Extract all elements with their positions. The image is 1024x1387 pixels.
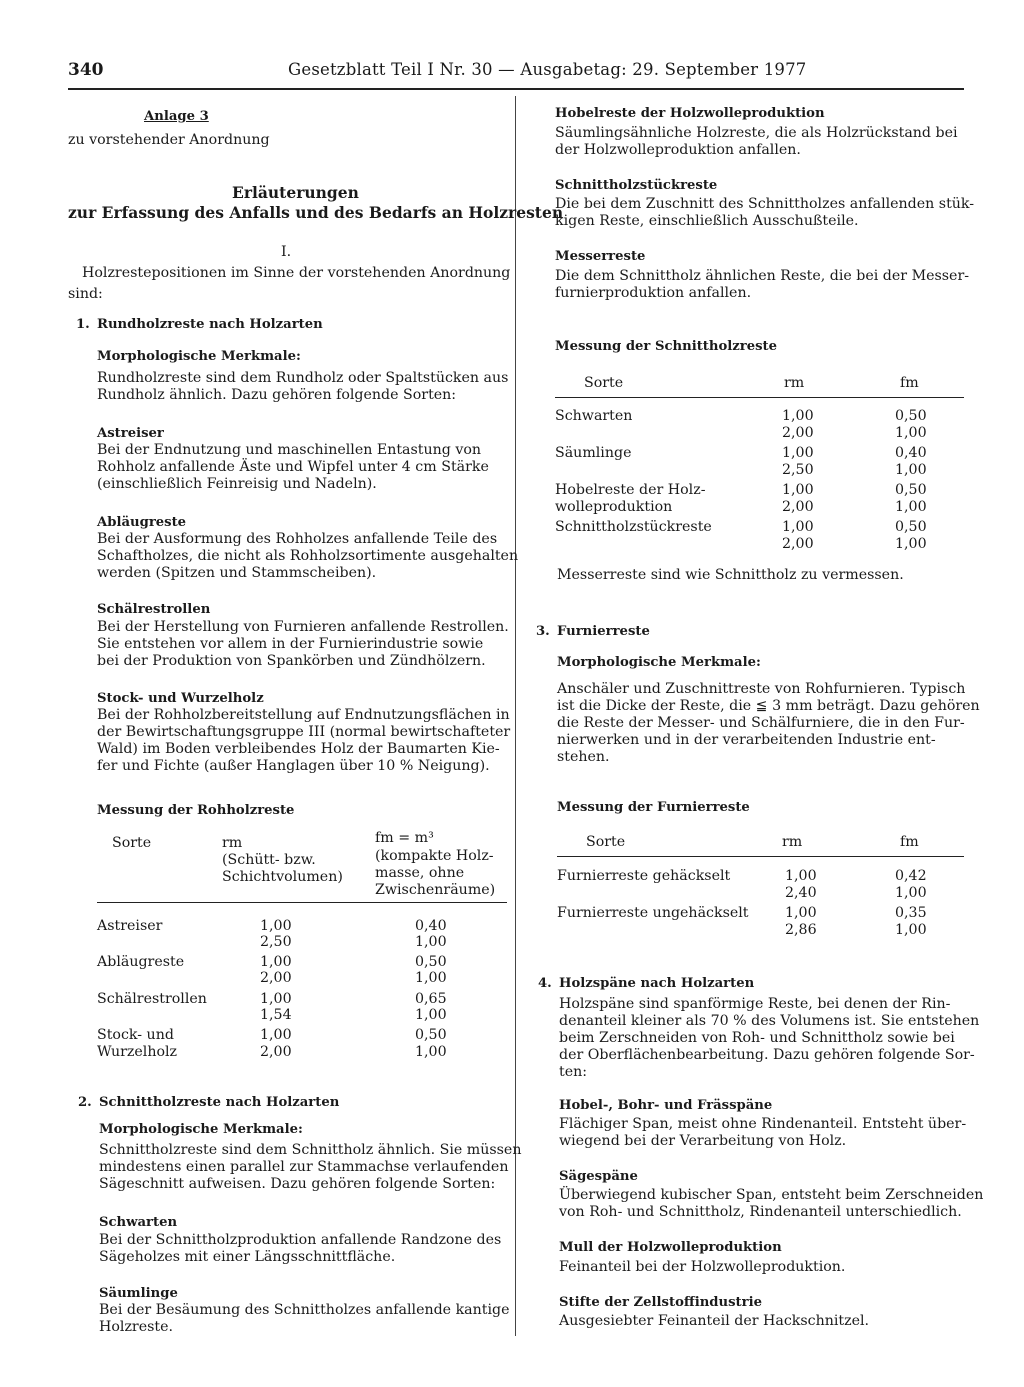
- section-2-morph-line: Sägeschnitt aufweisen. Dazu gehören folgende Sorten:: [99, 1176, 496, 1192]
- schwarten-line: Bei der Schnittholzproduktion anfallende Randzone des: [99, 1232, 502, 1248]
- table-cell: 2,00: [782, 499, 814, 515]
- table-cell: 1,00: [260, 1027, 292, 1043]
- table-row-label: Schnittholzstückreste: [555, 519, 712, 535]
- messerreste-line: furnierproduktion anfallen.: [555, 285, 752, 301]
- table-cell: 0,50: [895, 482, 927, 498]
- table-cell: 1,00: [260, 954, 292, 970]
- table-cell: 0,50: [895, 519, 927, 535]
- section-4-line: der Oberflächenbearbeitung. Dazu gehören folgende Sor-: [559, 1047, 975, 1063]
- section-2-heading: Schnittholzreste nach Holzarten: [99, 1095, 340, 1110]
- table-rohholz-col-rm: (Schütt- bzw.: [222, 852, 316, 868]
- saeumlinge-heading: Säumlinge: [99, 1286, 178, 1301]
- table-cell: 1,00: [782, 519, 814, 535]
- section-3-morph-line: nierwerken und in der verarbeitenden Industrie ent-: [557, 732, 936, 748]
- section-1-morph-line: Rundholzreste sind dem Rundholz oder Spaltstücken aus: [97, 370, 509, 386]
- table-cell: 1,00: [895, 425, 927, 441]
- table-rohholz-col-rm: Schichtvolumen): [222, 869, 343, 885]
- intro-line: Holzrestepositionen im Sinne der vorstehenden Anordnung: [82, 265, 511, 281]
- table-row-label: Wurzelholz: [97, 1044, 178, 1060]
- intro-line: sind:: [68, 286, 103, 302]
- table-row-label: Abläugreste: [97, 954, 185, 970]
- hobelreste-line: Säumlingsähnliche Holzreste, die als Holzrückstand bei: [555, 125, 958, 141]
- section-2-morph-line: mindestens einen parallel zur Stammachse verlaufenden: [99, 1159, 509, 1175]
- table-row-label: Stock- und: [97, 1027, 174, 1043]
- table-rohholz-col-sorte: Sorte: [112, 835, 152, 851]
- table-cell: 0,65: [415, 991, 447, 1007]
- table-cell: 1,00: [895, 922, 927, 938]
- table-cell: 2,00: [782, 536, 814, 552]
- table-furnier-col-fm: fm: [900, 834, 919, 850]
- table-rohholz-col-rm: rm: [222, 835, 243, 851]
- table-cell: 1,00: [415, 1007, 447, 1023]
- table-cell: 2,50: [260, 934, 292, 950]
- table-cell: 1,00: [782, 445, 814, 461]
- ablaengreste-line: Bei der Ausformung des Rohholzes anfallende Teile des: [97, 531, 498, 547]
- saeumlinge-line: Bei der Besäumung des Schnittholzes anfallende kantige: [99, 1302, 510, 1318]
- table-schnittholz-col-rm: rm: [784, 375, 805, 391]
- section-4-number: 4.: [538, 976, 552, 991]
- table-cell: 1,00: [895, 885, 927, 901]
- table-row-label: Schälrestrollen: [97, 991, 207, 1007]
- saegespaene-heading: Sägespäne: [559, 1169, 638, 1184]
- ablaengreste-line: werden (Spitzen und Stammscheiben).: [97, 565, 377, 581]
- doc-title-line-2: zur Erfassung des Anfalls und des Bedarfs an Holzresten: [68, 203, 564, 222]
- schnittholzstueckreste-heading: Schnittholzstückreste: [555, 178, 718, 193]
- table-row-label: wolleproduktion: [555, 499, 673, 515]
- anlage-label: Anlage 3: [144, 109, 209, 124]
- astreiser-line: Rohholz anfallende Äste und Wipfel unter 4 cm Stärke: [97, 459, 489, 475]
- table-cell: 0,50: [415, 1027, 447, 1043]
- astreiser-heading: Astreiser: [97, 426, 164, 441]
- stifte-line: Ausgesiebter Feinanteil der Hackschnitzel.: [559, 1313, 870, 1329]
- section-4-line: Holzspäne sind spanförmige Reste, bei denen der Rin-: [559, 996, 951, 1012]
- section-3-morph-line: die Reste der Messer- und Schälfurniere, die in den Fur-: [557, 715, 965, 731]
- schaelrestrollen-line: Bei der Herstellung von Furnieren anfallende Restrollen.: [97, 619, 509, 635]
- section-3-morph-heading: Morphologische Merkmale:: [557, 655, 761, 670]
- table-furnier-rule: [557, 856, 964, 857]
- table-cell: 1,00: [782, 482, 814, 498]
- table-cell: 1,00: [260, 918, 292, 934]
- section-3-morph-line: stehen.: [557, 749, 610, 765]
- section-3-number: 3.: [536, 624, 550, 639]
- section-3-morph-line: ist die Dicke der Reste, die ≦ 3 mm beträgt. Dazu gehören: [557, 698, 980, 714]
- stock-wurzelholz-line: der Bewirtschaftungsgruppe III (normal bewirtschafteter: [97, 724, 511, 740]
- ablaengreste-heading: Abläugreste: [97, 515, 187, 530]
- schnittholzstueckreste-line: Die bei dem Zuschnitt des Schnittholzes anfallenden stük-: [555, 196, 975, 212]
- saegespaene-line: Überwiegend kubischer Span, entsteht beim Zerschneiden: [559, 1187, 984, 1203]
- stock-wurzelholz-line: Wald) im Boden verbleibendes Holz der Baumarten Kie-: [97, 741, 500, 757]
- schnittholzstueckreste-line: kigen Reste, einschließlich Ausschußteile.: [555, 213, 859, 229]
- doc-title-line-1: Erläuterungen: [232, 183, 359, 202]
- table-rohholz-rule: [97, 902, 507, 903]
- stock-wurzelholz-heading: Stock- und Wurzelholz: [97, 691, 264, 706]
- saeumlinge-line: Holzreste.: [99, 1319, 173, 1335]
- table-cell: 1,00: [415, 934, 447, 950]
- hobelreste-line: der Holzwolleproduktion anfallen.: [555, 142, 801, 158]
- table-cell: 1,54: [260, 1007, 292, 1023]
- table-furnier-col-rm: rm: [782, 834, 803, 850]
- table-schnittholz-rule: [555, 397, 964, 398]
- section-3-morph-line: Anschäler und Zuschnittreste von Rohfurnieren. Typisch: [557, 681, 966, 697]
- table-rohholz-col-fm: masse, ohne: [375, 865, 465, 881]
- table-cell: 0,50: [895, 408, 927, 424]
- hobelreste-heading: Hobelreste der Holzwolleproduktion: [555, 106, 825, 121]
- stock-wurzelholz-line: fer und Fichte (außer Hanglagen über 10 % Neigung).: [97, 758, 490, 774]
- section-4-line: denanteil kleiner als 70 % des Volumens ist. Sie entstehen: [559, 1013, 980, 1029]
- table-cell: 1,00: [260, 991, 292, 1007]
- schwarten-line: Sägeholzes mit einer Längsschnittfläche.: [99, 1249, 396, 1265]
- mull-heading: Mull der Holzwolleproduktion: [559, 1240, 782, 1255]
- hobel-bohr-fraesspaene-heading: Hobel-, Bohr- und Frässpäne: [559, 1098, 773, 1113]
- saegespaene-line: von Roh- und Schnittholz, Rindenanteil unterschiedlich.: [559, 1204, 962, 1220]
- mull-line: Feinanteil bei der Holzwolleproduktion.: [559, 1259, 846, 1275]
- table-furnier-col-sorte: Sorte: [586, 834, 626, 850]
- table-row-label: Säumlinge: [555, 445, 632, 461]
- section-2-morph-line: Schnittholzreste sind dem Schnittholz ähnlich. Sie müssen: [99, 1142, 522, 1158]
- section-1-morph-heading: Morphologische Merkmale:: [97, 349, 301, 364]
- table-cell: 1,00: [895, 536, 927, 552]
- table-cell: 2,86: [785, 922, 817, 938]
- section-3-heading: Furnierreste: [557, 624, 650, 639]
- section-1-number: 1.: [76, 317, 90, 332]
- hobel-bohr-fraesspaene-line: Flächiger Span, meist ohne Rindenanteil. Entsteht über-: [559, 1116, 967, 1132]
- table-rohholz-caption: Messung der Rohholzreste: [97, 803, 295, 818]
- stock-wurzelholz-line: Bei der Rohholzbereitstellung auf Endnutzungsflächen in: [97, 707, 510, 723]
- table-cell: 1,00: [895, 499, 927, 515]
- section-4-line: beim Zerschneiden von Roh- und Schnittholz sowie bei: [559, 1030, 955, 1046]
- table-cell: 2,00: [782, 425, 814, 441]
- astreiser-line: Bei der Endnutzung und maschinellen Entastung von: [97, 442, 482, 458]
- ablaengreste-line: Schaftholzes, die nicht als Rohholzsortimente ausgehalten: [97, 548, 519, 564]
- schaelrestrollen-line: Sie entstehen vor allem in der Furnierindustrie sowie: [97, 636, 484, 652]
- table-cell: 0,35: [895, 905, 927, 921]
- table-cell: 1,00: [415, 1044, 447, 1060]
- messerreste-line: Die dem Schnittholz ähnlichen Reste, die bei der Messer-: [555, 268, 970, 284]
- table-schnittholz-caption: Messung der Schnittholzreste: [555, 339, 778, 354]
- table-cell: 1,00: [895, 462, 927, 478]
- page-header-title: Gesetzblatt Teil I Nr. 30 — Ausgabetag: 29. September 1977: [288, 60, 807, 79]
- table-furnier-caption: Messung der Furnierreste: [557, 800, 750, 815]
- section-2-number: 2.: [78, 1095, 92, 1110]
- table-cell: 0,40: [895, 445, 927, 461]
- section-1-morph-line: Rundholz ähnlich. Dazu gehören folgende Sorten:: [97, 387, 457, 403]
- table-row-label: Hobelreste der Holz-: [555, 482, 706, 498]
- anlage-subtitle: zu vorstehender Anordnung: [68, 132, 270, 148]
- table-cell: 1,00: [785, 905, 817, 921]
- astreiser-line: (einschließlich Feinreisig und Nadeln).: [97, 476, 377, 492]
- table-schnittholz-col-sorte: Sorte: [584, 375, 624, 391]
- table-cell: 1,00: [415, 970, 447, 986]
- table-row-label: Furnierreste gehäckselt: [557, 868, 731, 884]
- table-schnittholz-note: Messerreste sind wie Schnittholz zu vermessen.: [557, 567, 904, 583]
- section-roman: I.: [281, 244, 292, 260]
- table-cell: 0,40: [415, 918, 447, 934]
- table-row-label: Astreiser: [97, 918, 163, 934]
- table-cell: 2,00: [260, 970, 292, 986]
- table-schnittholz-col-fm: fm: [900, 375, 919, 391]
- table-cell: 0,50: [415, 954, 447, 970]
- section-1-heading: Rundholzreste nach Holzarten: [97, 317, 323, 332]
- table-cell: 1,00: [782, 408, 814, 424]
- table-rohholz-col-fm: (kompakte Holz-: [375, 848, 494, 864]
- table-row-label: Schwarten: [555, 408, 633, 424]
- section-4-line: ten:: [559, 1064, 588, 1080]
- table-cell: 2,40: [785, 885, 817, 901]
- section-2-morph-heading: Morphologische Merkmale:: [99, 1122, 303, 1137]
- table-cell: 2,00: [260, 1044, 292, 1060]
- page-number: 340: [68, 60, 104, 80]
- schwarten-heading: Schwarten: [99, 1215, 178, 1230]
- table-cell: 2,50: [782, 462, 814, 478]
- hobel-bohr-fraesspaene-line: wiegend bei der Verarbeitung von Holz.: [559, 1133, 847, 1149]
- table-cell: 1,00: [785, 868, 817, 884]
- table-rohholz-col-fm: Zwischenräume): [375, 882, 496, 898]
- table-rohholz-col-fm: fm = m³: [375, 830, 434, 846]
- schaelrestrollen-heading: Schälrestrollen: [97, 602, 211, 617]
- table-row-label: Furnierreste ungehäckselt: [557, 905, 749, 921]
- table-cell: 0,42: [895, 868, 927, 884]
- schaelrestrollen-line: bei der Produktion von Spankörben und Zündhölzern.: [97, 653, 486, 669]
- header-rule: [68, 88, 964, 90]
- stifte-heading: Stifte der Zellstoffindustrie: [559, 1295, 762, 1310]
- messerreste-heading: Messerreste: [555, 249, 646, 264]
- section-4-heading: Holzspäne nach Holzarten: [559, 976, 755, 991]
